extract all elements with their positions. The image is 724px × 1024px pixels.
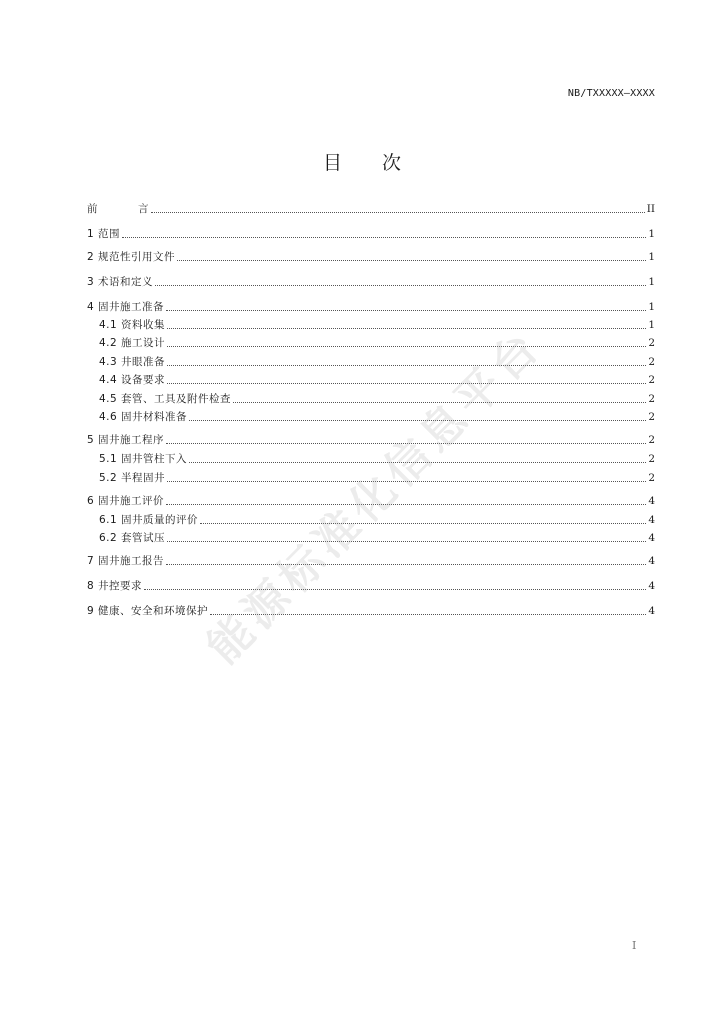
toc-entry-label: 5 固井施工程序 — [87, 434, 165, 446]
toc-entry[interactable] — [99, 317, 655, 333]
toc-entry[interactable] — [87, 226, 655, 242]
toc-entry-label: 4.3 井眼准备 — [99, 356, 166, 368]
toc-entry-page: 1 — [648, 319, 655, 331]
toc-entry[interactable] — [87, 249, 655, 265]
toc-dot-leader — [167, 540, 646, 542]
toc-entry[interactable] — [87, 553, 655, 569]
toc-entry-page: 4 — [648, 555, 655, 567]
toc-entry-page: 1 — [648, 301, 655, 313]
toc-dot-leader — [167, 382, 646, 384]
toc-entry-label: 6 固井施工评价 — [87, 495, 165, 507]
toc-entry-label: 7 固井施工报告 — [87, 555, 165, 567]
toc-entry-page: 4 — [648, 605, 655, 617]
toc-entry-page: 2 — [648, 393, 655, 405]
toc-entry-page: 4 — [648, 514, 655, 526]
toc-entry-label: 前 言 — [87, 203, 149, 215]
toc-entry-page: 2 — [648, 472, 655, 484]
toc-entry-label: 4 固井施工准备 — [87, 301, 165, 313]
toc-entry-label: 4.2 施工设计 — [99, 337, 166, 349]
toc-entry[interactable] — [87, 299, 655, 315]
toc-entry-page: 2 — [648, 411, 655, 423]
toc-entry-page: 1 — [648, 276, 655, 288]
toc-entry[interactable] — [99, 354, 655, 370]
toc-dot-leader — [151, 211, 645, 213]
toc-entry[interactable] — [87, 603, 655, 619]
toc-entry[interactable] — [87, 432, 655, 448]
toc-entry-label: 5.1 固井管柱下入 — [99, 453, 188, 465]
toc-dot-leader — [122, 236, 646, 238]
toc-dot-leader — [167, 345, 646, 347]
toc-entry[interactable] — [99, 409, 655, 425]
toc-entry-label: 2 规范性引用文件 — [87, 251, 176, 263]
toc-entry-page: 4 — [648, 580, 655, 592]
toc-entry-label: 4.5 套管、工具及附件检查 — [99, 393, 232, 405]
toc-dot-leader — [177, 259, 646, 261]
page-number: I — [632, 939, 637, 952]
toc-entry-label: 4.6 固井材料准备 — [99, 411, 188, 423]
toc-dot-leader — [167, 327, 646, 329]
toc-entry-label: 4.4 设备要求 — [99, 374, 166, 386]
toc-entry-label: 3 术语和定义 — [87, 276, 154, 288]
toc-dot-leader — [144, 588, 646, 590]
document-code: NB/TXXXXX—XXXX — [567, 88, 655, 99]
toc-entry-label: 5.2 半程固井 — [99, 472, 166, 484]
toc-entry-label: 6.2 套管试压 — [99, 532, 166, 544]
toc-entry-page: 2 — [648, 453, 655, 465]
toc-entry-label: 8 井控要求 — [87, 580, 143, 592]
toc-dot-leader — [166, 563, 646, 565]
toc-entry-page: 2 — [648, 434, 655, 446]
toc-entry-label: 9 健康、安全和环境保护 — [87, 605, 209, 617]
toc-dot-leader — [166, 309, 646, 311]
watermark: 能源标准化信息平台 — [197, 319, 553, 674]
toc-entry-page: 4 — [648, 532, 655, 544]
toc-entry[interactable] — [99, 391, 655, 407]
toc-title: 目次 — [322, 152, 441, 174]
toc-entry-page: 2 — [648, 356, 655, 368]
toc-entry-page: 2 — [648, 374, 655, 386]
toc-entry[interactable] — [99, 372, 655, 388]
toc-entry[interactable] — [87, 274, 655, 290]
toc-entry[interactable] — [87, 578, 655, 594]
toc-dot-leader — [167, 364, 646, 366]
toc-entry-page: 1 — [648, 228, 655, 240]
toc-entry[interactable] — [99, 335, 655, 351]
toc-dot-leader — [155, 284, 646, 286]
toc-entry-page: 4 — [648, 495, 655, 507]
toc-entry-label: 6.1 固井质量的评价 — [99, 514, 199, 526]
toc-entry-label: 1 范围 — [87, 228, 121, 240]
toc-entry-page: 2 — [648, 337, 655, 349]
toc-entry-label: 4.1 资料收集 — [99, 319, 166, 331]
toc-entry-page: II — [646, 203, 655, 215]
toc-dot-leader — [200, 522, 646, 524]
toc-entry[interactable] — [87, 201, 655, 217]
toc-entry-page: 1 — [648, 251, 655, 263]
